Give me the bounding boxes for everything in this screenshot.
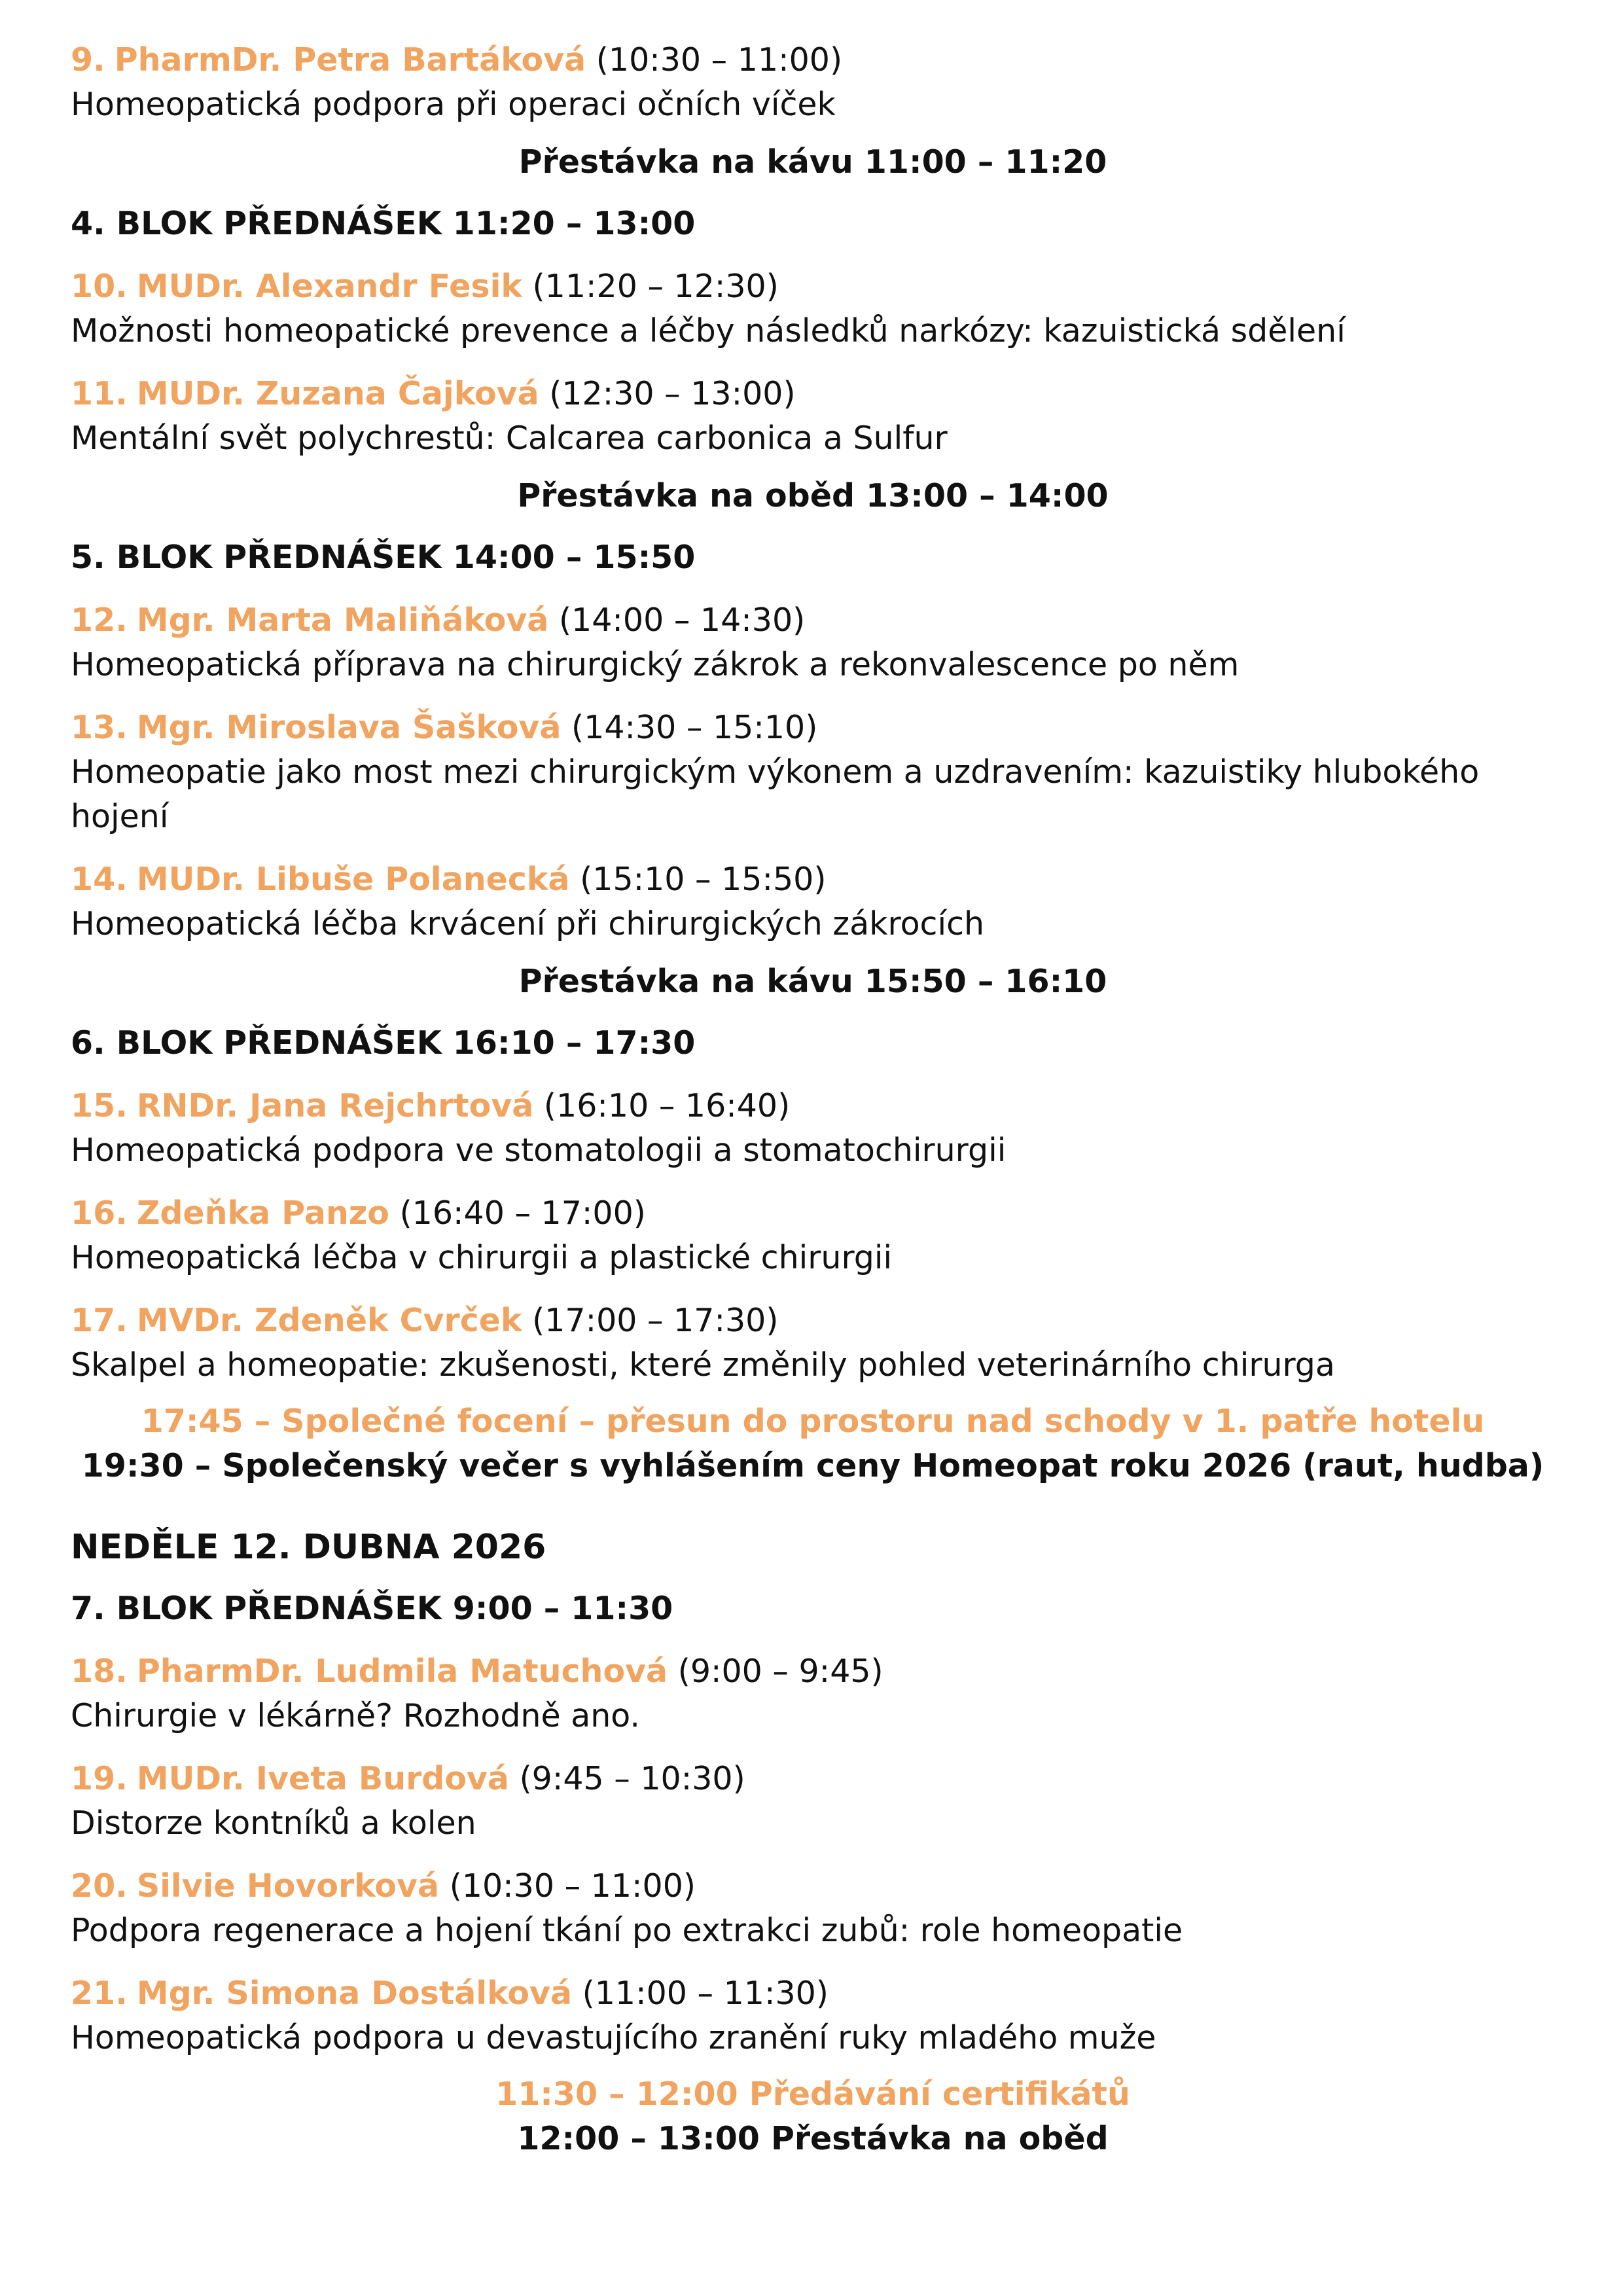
talk-number: 18. <box>71 1653 128 1690</box>
day-heading: NEDĚLE 12. DUBNA 2026 <box>71 1528 546 1567</box>
talk-time: (9:00 – 9:45) <box>677 1653 883 1690</box>
talk-title: Homeopatická léčba krvácení při chirurgických zákrocích <box>71 905 985 942</box>
speaker-name: MUDr. Libuše Polanecká <box>136 861 570 898</box>
speaker-name: MUDr. Zuzana Čajková <box>136 375 539 412</box>
talk-header <box>71 264 1555 309</box>
speaker-name: MUDr. Iveta Burdová <box>136 1760 509 1797</box>
talk-time: (15:10 – 15:50) <box>580 861 827 898</box>
break-line: Přestávka na oběd 13:00 – 14:00 <box>517 477 1109 514</box>
talk-title: Distorze kontníků a kolen <box>71 1804 476 1842</box>
talk-title: Homeopatická podpora ve stomatologii a stomatochirurgii <box>71 1132 1007 1169</box>
talk-number: 9. <box>71 41 105 79</box>
talk-time: (14:00 – 14:30) <box>558 601 806 639</box>
talk-header <box>71 1864 1555 1909</box>
talk-header <box>71 706 1555 750</box>
talk-title: Chirurgie v lékárně? Rozhodně ano. <box>71 1697 640 1734</box>
event-line-highlight: 11:30 – 12:00 Předávání certifikátů <box>495 2075 1130 2113</box>
talk-number: 19. <box>71 1760 128 1797</box>
lecture-block-heading: 4. BLOK PŘEDNÁŠEK 11:20 – 13:00 <box>71 205 696 242</box>
talk-time: (16:10 – 16:40) <box>543 1087 791 1124</box>
talk-header <box>71 857 1555 902</box>
talk-header <box>71 1649 1555 1694</box>
talk-number: 13. <box>71 709 128 746</box>
lecture-block-heading: 5. BLOK PŘEDNÁŠEK 14:00 – 15:50 <box>71 539 696 576</box>
talk-header <box>71 1971 1555 2016</box>
talk-title: Možnosti homeopatické prevence a léčby následků narkózy: kazuistická sdělení <box>71 312 1346 350</box>
program-list <box>71 38 1555 2161</box>
lecture-block-heading: 6. BLOK PŘEDNÁŠEK 16:10 – 17:30 <box>71 1024 696 1062</box>
talk-number: 16. <box>71 1194 128 1232</box>
speaker-name: PharmDr. Ludmila Matuchová <box>136 1653 668 1690</box>
talk-header <box>71 372 1555 416</box>
talk-header <box>71 1084 1555 1128</box>
talk-number: 14. <box>71 861 128 898</box>
talk-title: Homeopatická podpora při operaci očních víček <box>71 86 836 123</box>
talk-time: (9:45 – 10:30) <box>519 1760 745 1797</box>
speaker-name: Silvie Hovorková <box>136 1867 440 1905</box>
speaker-name: RNDr. Jana Rejchrtová <box>136 1087 534 1124</box>
talk-title: Homeopatická léčba v chirurgii a plastické chirurgii <box>71 1239 893 1276</box>
talk-title: Mentální svět polychrestů: Calcarea carbonica a Sulfur <box>71 420 948 457</box>
talk-number: 15. <box>71 1087 128 1124</box>
speaker-name: Zdeňka Panzo <box>136 1194 389 1232</box>
break-line: Přestávka na kávu 11:00 – 11:20 <box>518 143 1107 181</box>
talk-header <box>71 598 1555 643</box>
speaker-name: Mgr. Marta Maliňáková <box>136 601 549 639</box>
break-line: Přestávka na kávu 15:50 – 16:10 <box>518 963 1107 1000</box>
speaker-name: Mgr. Miroslava Šašková <box>136 709 562 746</box>
talk-number: 11. <box>71 375 128 412</box>
event-line: 19:30 – Společenský večer s vyhlášením ceny Homeopat roku 2026 (raut, hudba) <box>81 1447 1544 1484</box>
talk-time: (10:30 – 11:00) <box>449 1867 696 1905</box>
talk-time: (16:40 – 17:00) <box>399 1194 646 1232</box>
talk-time: (12:30 – 13:00) <box>549 375 796 412</box>
speaker-name: MUDr. Alexandr Fesik <box>136 268 522 305</box>
talk-title: Homeopatie jako most mezi chirurgickým výkonem a uzdravením: kazuistiky hlubokého hojení <box>71 753 1480 835</box>
talk-header <box>71 1757 1555 1801</box>
talk-header <box>71 38 1555 82</box>
talk-time: (11:00 – 11:30) <box>582 1975 829 2012</box>
talk-time: (11:20 – 12:30) <box>532 268 779 305</box>
speaker-name: Mgr. Simona Dostálková <box>136 1975 573 2012</box>
event-line-highlight: 17:45 – Společné focení – přesun do prostoru nad schody v 1. patře hotelu <box>141 1403 1485 1440</box>
event-line: 12:00 – 13:00 Přestávka na oběd <box>517 2120 1109 2157</box>
talk-time: (17:00 – 17:30) <box>532 1302 779 1339</box>
talk-time: (14:30 – 15:10) <box>571 709 818 746</box>
speaker-name: PharmDr. Petra Bartáková <box>114 41 586 79</box>
speaker-name: MVDr. Zdeněk Cvrček <box>136 1302 522 1339</box>
talk-number: 17. <box>71 1302 128 1339</box>
talk-title: Skalpel a homeopatie: zkušenosti, které změnily pohled veterinárního chirurga <box>71 1346 1335 1384</box>
talk-header <box>71 1191 1555 1236</box>
talk-title: Homeopatická podpora u devastujícího zranění ruky mladého muže <box>71 2019 1156 2056</box>
talk-header <box>71 1299 1555 1343</box>
talk-title: Podpora regenerace a hojení tkání po extrakci zubů: role homeopatie <box>71 1912 1183 1949</box>
talk-number: 10. <box>71 268 128 305</box>
lecture-block-heading: 7. BLOK PŘEDNÁŠEK 9:00 – 11:30 <box>71 1590 673 1627</box>
talk-number: 21. <box>71 1975 128 2012</box>
talk-number: 20. <box>71 1867 128 1905</box>
talk-number: 12. <box>71 601 128 639</box>
talk-title: Homeopatická příprava na chirurgický zákrok a rekonvalescence po něm <box>71 646 1240 683</box>
talk-time: (10:30 – 11:00) <box>596 41 843 79</box>
